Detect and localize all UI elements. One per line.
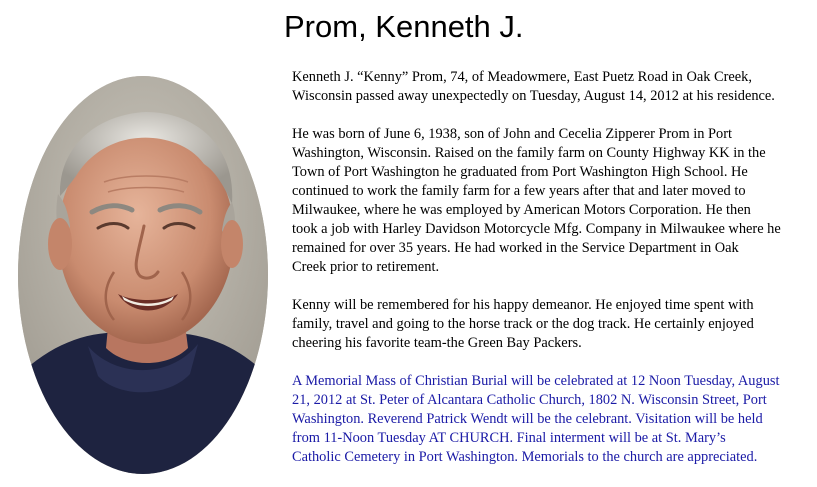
obituary-paragraph-death: Kenneth J. “Kenny” Prom, 74, of Meadowmere, East Puetz Road in Oak Creek, Wisconsin passed away unexpectedly on Tuesday, August 14, 2012 at his residence. [292, 69, 775, 104]
portrait-photo-icon [18, 76, 268, 474]
obituary-text [292, 68, 812, 467]
obituary-paragraph-biography: He was born of June 6, 1938, son of John and Cecelia Zipperer Prom in Port Washington, Wisconsin. Raised on the family farm on County Highway KK in the Town of Port Washington he graduated from Port Washington High School. He continued to work the family farm for a few years after that and later moved to Milwaukee, where he was employed by American Motors Corporation. He then took a job with Harley Davidson Motorcycle Mfg. Company in Milwaukee where he remained for over 35 years. He had worked in the Service Department in Oak Creek prior to retirement. [292, 126, 781, 275]
page-title: Prom, Kenneth J. [284, 9, 524, 44]
portrait-photo [18, 76, 268, 474]
obituary-paragraph-memorial: A Memorial Mass of Christian Burial will be celebrated at 12 Noon Tuesday, August 21, 2012 at St. Peter of Alcantara Catholic Church, 1802 N. Wisconsin Street, Port Washington. Reverend Patrick Wendt will be the celebrant. Visitation will be held from 11-Noon Tuesday AT CHURCH. Final interment will be at St. Mary’s Catholic Cemetery in Port Washington. Memorials to the church are appreciated. [292, 373, 780, 465]
obituary-paragraph-remembrance: Kenny will be remembered for his happy demeanor. He enjoyed time spent with family, travel and going to the horse track or the dog track. He certainly enjoyed cheering his favorite team-the Green Bay Packers. [292, 297, 754, 351]
